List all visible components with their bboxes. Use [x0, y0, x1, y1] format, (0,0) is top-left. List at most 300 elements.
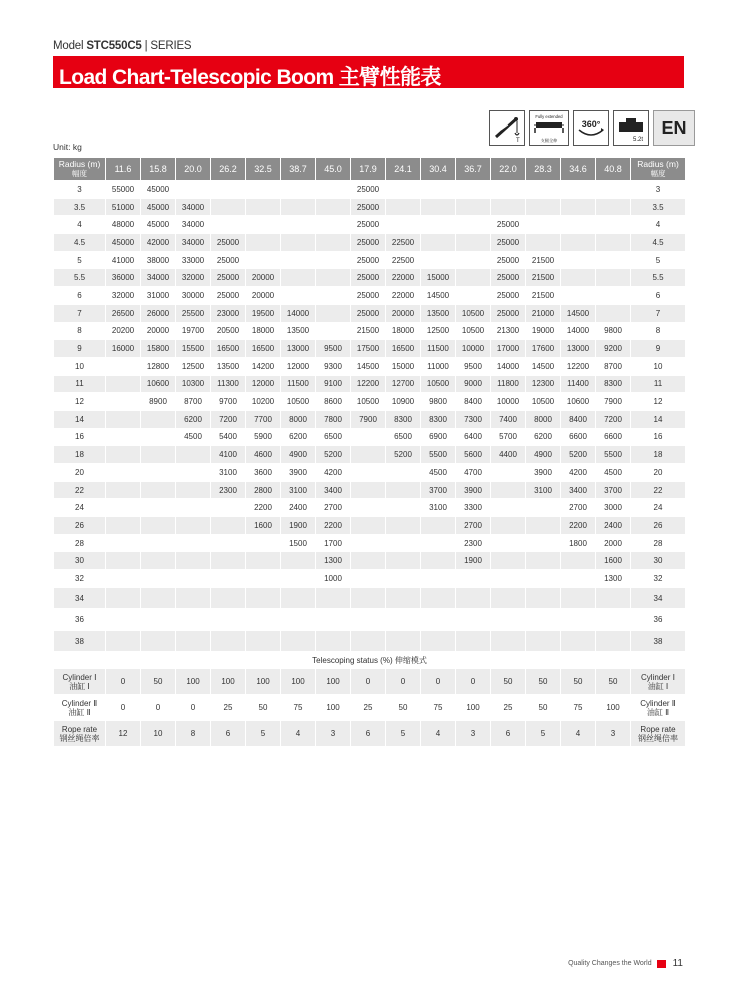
radius-header-en: Radius (m) [637, 159, 679, 169]
load-cell: 41000 [106, 251, 141, 269]
model-suffix: | SERIES [141, 40, 192, 52]
rope-rate-row-value: 12 [106, 721, 141, 747]
spec-icons [489, 110, 695, 147]
radius-cell: 4 [54, 216, 106, 234]
load-cell [421, 609, 456, 631]
load-cell [141, 410, 176, 428]
load-cell [596, 630, 631, 652]
load-cell [561, 570, 596, 588]
load-cell [386, 517, 421, 535]
load-cell [281, 181, 316, 199]
load-cell: 26500 [106, 304, 141, 322]
cylinder-1-row-value: 0 [386, 669, 421, 695]
load-cell: 4500 [176, 428, 211, 446]
load-cell: 5200 [316, 446, 351, 464]
load-cell [526, 570, 561, 588]
load-cell [351, 464, 386, 482]
load-cell: 7900 [351, 410, 386, 428]
radius-cell: 5 [54, 251, 106, 269]
load-cell [386, 198, 421, 216]
table-row [54, 393, 686, 411]
load-cell [316, 269, 351, 287]
load-cell [351, 552, 386, 570]
load-cell: 31000 [141, 287, 176, 305]
cylinder-2-row-value: 75 [281, 695, 316, 721]
load-cell [316, 609, 351, 631]
cylinder-2-row-value: 25 [491, 695, 526, 721]
table-row [54, 552, 686, 570]
load-cell [106, 375, 141, 393]
load-cell: 13500 [421, 304, 456, 322]
rope-rate-row-label-left-cn: 钢丝绳倍率 [59, 733, 100, 743]
load-cell: 13000 [281, 340, 316, 358]
load-cell [281, 587, 316, 609]
load-cell [561, 609, 596, 631]
load-cell: 22500 [386, 234, 421, 252]
table-row [54, 517, 686, 535]
load-cell [106, 428, 141, 446]
rope-rate-row-value: 6 [351, 721, 386, 747]
boom-length-header: 38.7 [281, 158, 316, 181]
load-cell [141, 428, 176, 446]
radius-cell: 36 [54, 609, 106, 631]
rope-rate-row-label-right-cn: 钢丝绳倍率 [638, 733, 678, 743]
load-cell [561, 287, 596, 305]
load-cell: 9000 [456, 375, 491, 393]
load-cell: 8300 [596, 375, 631, 393]
load-cell [491, 609, 526, 631]
radius-cell: 7 [54, 304, 106, 322]
boom-length-header: 32.5 [246, 158, 281, 181]
radius-cell: 3 [631, 181, 686, 199]
radius-cell: 38 [54, 630, 106, 652]
cylinder-2-row-value: 75 [421, 695, 456, 721]
load-cell: 11500 [421, 340, 456, 358]
load-cell: 22500 [386, 251, 421, 269]
cylinder-1-row-label-left [54, 669, 106, 695]
load-cell: 32000 [176, 269, 211, 287]
cylinder-1-row-value: 50 [491, 669, 526, 695]
load-cell [491, 499, 526, 517]
load-cell [386, 587, 421, 609]
load-cell [211, 181, 246, 199]
load-cell [316, 198, 351, 216]
load-cell: 21500 [526, 269, 561, 287]
load-cell: 15800 [141, 340, 176, 358]
load-cell [211, 570, 246, 588]
boom-length-header: 45.0 [316, 158, 351, 181]
load-cell [106, 587, 141, 609]
load-cell [526, 609, 561, 631]
boom-length-header: 26.2 [211, 158, 246, 181]
load-cell [316, 181, 351, 199]
rope-rate-row-value: 6 [211, 721, 246, 747]
load-cell: 6500 [316, 428, 351, 446]
load-cell [106, 609, 141, 631]
boom-length-header: 22.0 [491, 158, 526, 181]
load-cell: 16500 [386, 340, 421, 358]
cylinder-2-row-label-left-cn: 油缸 Ⅱ [68, 707, 91, 717]
cylinder-2-row-value: 25 [211, 695, 246, 721]
boom-length-header: 11.6 [106, 158, 141, 181]
load-cell: 9500 [456, 357, 491, 375]
load-cell: 2800 [246, 481, 281, 499]
load-cell: 25000 [211, 269, 246, 287]
radius-cell: 28 [631, 534, 686, 552]
cylinder-2-row-value: 0 [176, 695, 211, 721]
load-cell [176, 587, 211, 609]
table-row [54, 234, 686, 252]
load-cell: 3300 [456, 499, 491, 517]
load-cell [491, 198, 526, 216]
load-cell: 15000 [421, 269, 456, 287]
load-cell: 1300 [316, 552, 351, 570]
load-cell: 9700 [211, 393, 246, 411]
load-cell [596, 251, 631, 269]
load-cell: 21500 [351, 322, 386, 340]
load-cell [456, 570, 491, 588]
load-cell [421, 181, 456, 199]
radius-cell: 14 [631, 410, 686, 428]
table-row [54, 375, 686, 393]
load-cell: 20000 [246, 287, 281, 305]
load-cell: 25000 [491, 234, 526, 252]
load-cell [561, 216, 596, 234]
load-cell: 3900 [456, 481, 491, 499]
outrigger-label-cn: 支腿全伸 [540, 138, 558, 143]
radius-cell: 7 [631, 304, 686, 322]
boom-length-header: 17.9 [351, 158, 386, 181]
load-cell: 4200 [561, 464, 596, 482]
load-cell: 26000 [141, 304, 176, 322]
counterweight-label: 5.2t [632, 137, 644, 143]
cylinder-1-row-value: 50 [141, 669, 176, 695]
cylinder-2-row-label-left [54, 695, 106, 721]
load-cell: 17600 [526, 340, 561, 358]
load-cell: 3100 [526, 481, 561, 499]
radius-header-cn: 幅度 [72, 169, 87, 178]
radius-header-cn: 幅度 [650, 169, 666, 178]
load-cell: 6900 [421, 428, 456, 446]
radius-cell: 20 [54, 464, 106, 482]
load-cell [141, 481, 176, 499]
rope-rate-row-value: 6 [491, 721, 526, 747]
load-cell: 1900 [456, 552, 491, 570]
load-cell [211, 609, 246, 631]
model-name: STC550C5 [86, 40, 142, 52]
load-cell: 20000 [386, 304, 421, 322]
load-cell: 13000 [561, 340, 596, 358]
load-cell: 10900 [386, 393, 421, 411]
radius-cell: 10 [631, 357, 686, 375]
load-cell: 10500 [281, 393, 316, 411]
load-cell [351, 481, 386, 499]
table-row [54, 609, 686, 631]
boom-length-header: 24.1 [386, 158, 421, 181]
cylinder-2-row-value: 50 [386, 695, 421, 721]
load-cell: 5900 [246, 428, 281, 446]
load-cell [246, 552, 281, 570]
table-row [54, 216, 686, 234]
boom-hook-icon [489, 110, 525, 146]
cylinder-2-row-value: 75 [561, 695, 596, 721]
load-cell [351, 499, 386, 517]
load-cell [491, 552, 526, 570]
load-cell: 16500 [246, 340, 281, 358]
table-row [54, 464, 686, 482]
load-cell: 51000 [106, 198, 141, 216]
load-cell [316, 251, 351, 269]
table-row [54, 446, 686, 464]
cylinder-2-row-value: 100 [316, 695, 351, 721]
radius-cell: 32 [631, 570, 686, 588]
cylinder-1-row-value: 0 [421, 669, 456, 695]
cylinder-2-row-value: 100 [596, 695, 631, 721]
load-cell: 45000 [106, 234, 141, 252]
load-cell: 5200 [561, 446, 596, 464]
radius-cell: 28 [54, 534, 106, 552]
load-cell: 7900 [596, 393, 631, 411]
load-cell [596, 216, 631, 234]
load-cell [211, 587, 246, 609]
rope-rate-row-value: 4 [561, 721, 596, 747]
load-cell [491, 464, 526, 482]
load-cell: 15500 [176, 340, 211, 358]
load-cell: 11800 [491, 375, 526, 393]
page-number: 11 [672, 958, 683, 969]
radius-cell: 34 [631, 587, 686, 609]
load-cell: 11000 [421, 357, 456, 375]
load-cell: 42000 [141, 234, 176, 252]
load-cell: 13500 [211, 357, 246, 375]
load-cell: 8400 [561, 410, 596, 428]
load-cell: 10500 [456, 304, 491, 322]
radius-cell: 4.5 [54, 234, 106, 252]
footer [568, 958, 683, 969]
load-cell: 55000 [106, 181, 141, 199]
load-cell: 1300 [596, 570, 631, 588]
load-cell: 38000 [141, 251, 176, 269]
load-cell [526, 630, 561, 652]
load-cell: 12000 [281, 357, 316, 375]
load-cell [211, 216, 246, 234]
cylinder-2-row-value: 50 [526, 695, 561, 721]
radius-cell: 22 [631, 481, 686, 499]
cylinder-2-row-label-right-cn: 油缸 Ⅱ [646, 707, 670, 717]
load-cell: 9800 [596, 322, 631, 340]
load-cell: 12800 [141, 357, 176, 375]
load-cell [561, 587, 596, 609]
load-cell [421, 534, 456, 552]
load-cell: 3400 [316, 481, 351, 499]
load-cell [456, 251, 491, 269]
load-cell [176, 481, 211, 499]
load-cell: 12500 [421, 322, 456, 340]
radius-cell: 36 [631, 609, 686, 631]
load-cell [561, 181, 596, 199]
load-cell: 7800 [316, 410, 351, 428]
load-cell: 10200 [246, 393, 281, 411]
load-cell [141, 534, 176, 552]
load-cell [141, 630, 176, 652]
radius-cell: 30 [54, 552, 106, 570]
load-cell [526, 534, 561, 552]
radius-cell: 3 [54, 181, 106, 199]
load-cell: 3900 [526, 464, 561, 482]
load-cell: 17000 [491, 340, 526, 358]
load-cell: 10000 [456, 340, 491, 358]
load-cell: 45000 [141, 198, 176, 216]
load-cell: 45000 [141, 216, 176, 234]
load-cell: 14500 [351, 357, 386, 375]
radius-cell: 12 [631, 393, 686, 411]
load-cell: 8000 [281, 410, 316, 428]
radius-cell: 10 [54, 357, 106, 375]
load-cell [561, 198, 596, 216]
load-cell: 8700 [596, 357, 631, 375]
load-cell: 1500 [281, 534, 316, 552]
radius-cell: 6 [631, 287, 686, 305]
load-cell: 15000 [386, 357, 421, 375]
load-cell [596, 287, 631, 305]
rotation-360-icon [573, 110, 609, 146]
load-cell: 19700 [176, 322, 211, 340]
load-cell: 10300 [176, 375, 211, 393]
cylinder-1-row [54, 669, 686, 695]
load-cell [421, 198, 456, 216]
load-cell: 32000 [106, 287, 141, 305]
load-cell: 4200 [316, 464, 351, 482]
load-cell [176, 517, 211, 535]
table-row [54, 570, 686, 588]
load-cell [456, 587, 491, 609]
boom-length-header: 34.6 [561, 158, 596, 181]
page-title: Load Chart-Telescopic Boom 主臂性能表 [59, 66, 441, 89]
load-cell [246, 198, 281, 216]
radius-header-en: Radius (m) [58, 159, 101, 169]
load-cell: 12500 [176, 357, 211, 375]
load-cell: 14500 [421, 287, 456, 305]
load-cell [106, 517, 141, 535]
load-cell: 2300 [456, 534, 491, 552]
load-cell: 3000 [596, 499, 631, 517]
load-cell: 5500 [596, 446, 631, 464]
radius-cell: 24 [54, 499, 106, 517]
rope-rate-row-label-right-en: Rope rate [640, 724, 676, 734]
load-cell [141, 446, 176, 464]
load-cell [281, 269, 316, 287]
load-cell: 2700 [456, 517, 491, 535]
cylinder-1-row-value: 50 [596, 669, 631, 695]
load-cell [246, 570, 281, 588]
load-cell: 25000 [211, 287, 246, 305]
cylinder-1-row-value: 100 [281, 669, 316, 695]
load-cell: 25000 [491, 287, 526, 305]
load-cell: 6200 [176, 410, 211, 428]
rope-rate-row-value: 4 [421, 721, 456, 747]
load-cell [176, 499, 211, 517]
load-cell [386, 499, 421, 517]
load-cell: 6400 [456, 428, 491, 446]
load-cell [491, 481, 526, 499]
load-cell [526, 234, 561, 252]
load-cell [456, 216, 491, 234]
load-cell: 7400 [491, 410, 526, 428]
load-cell [316, 322, 351, 340]
rope-rate-row [54, 721, 686, 747]
cylinder-2-row-value: 0 [106, 695, 141, 721]
load-cell [211, 517, 246, 535]
outrigger-icon [529, 110, 569, 146]
cylinder-1-row-label-left-cn: 油缸 Ⅰ [69, 681, 90, 691]
load-cell: 14200 [246, 357, 281, 375]
load-cell: 25000 [351, 269, 386, 287]
load-cell [386, 464, 421, 482]
load-cell: 8600 [316, 393, 351, 411]
load-cell [316, 216, 351, 234]
cylinder-1-row-label-right-cn: 油缸 Ⅰ [647, 681, 669, 691]
load-cell [491, 587, 526, 609]
rope-rate-row-label-right [631, 721, 686, 747]
load-cell: 9800 [421, 393, 456, 411]
load-cell: 45000 [141, 181, 176, 199]
load-cell: 18000 [246, 322, 281, 340]
load-cell [246, 251, 281, 269]
load-cell: 21500 [526, 251, 561, 269]
load-cell [281, 570, 316, 588]
load-cell: 11400 [561, 375, 596, 393]
radius-cell: 26 [54, 517, 106, 535]
load-cell [316, 287, 351, 305]
load-cell: 4400 [491, 446, 526, 464]
load-cell [141, 464, 176, 482]
load-cell [596, 198, 631, 216]
load-cell [281, 216, 316, 234]
load-cell: 10500 [456, 322, 491, 340]
load-cell: 36000 [106, 269, 141, 287]
cylinder-1-row-value: 100 [246, 669, 281, 695]
telescoping-title: Telescoping status (%) 伸缩模式 [54, 652, 686, 669]
rope-rate-row-label-left-en: Rope rate [61, 724, 98, 734]
boom-length-header: 28.3 [526, 158, 561, 181]
load-cell: 12200 [351, 375, 386, 393]
load-cell [106, 534, 141, 552]
model-prefix: Model [53, 40, 87, 52]
load-cell [281, 630, 316, 652]
load-cell: 3100 [281, 481, 316, 499]
load-cell: 4900 [281, 446, 316, 464]
load-cell: 7700 [246, 410, 281, 428]
load-cell: 25000 [351, 181, 386, 199]
load-cell: 2000 [596, 534, 631, 552]
radius-cell: 20 [631, 464, 686, 482]
load-cell [106, 499, 141, 517]
load-cell: 2400 [596, 517, 631, 535]
load-cell [491, 534, 526, 552]
load-cell: 3100 [211, 464, 246, 482]
load-cell: 23000 [211, 304, 246, 322]
load-cell [421, 251, 456, 269]
load-cell: 9100 [316, 375, 351, 393]
radius-cell: 5.5 [631, 269, 686, 287]
load-cell [526, 552, 561, 570]
load-cell [211, 198, 246, 216]
load-cell: 4700 [456, 464, 491, 482]
radius-cell: 6 [54, 287, 106, 305]
rope-rate-row-value: 3 [316, 721, 351, 747]
rope-rate-row-value: 3 [456, 721, 491, 747]
load-cell [106, 410, 141, 428]
